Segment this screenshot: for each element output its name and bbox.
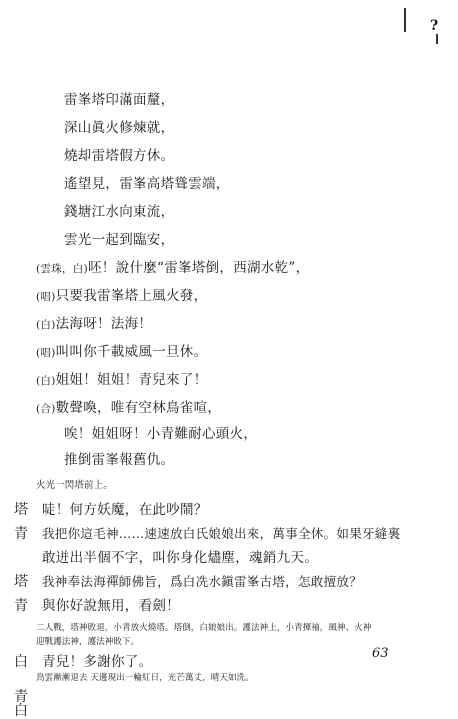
continuation-line: 推倒雷峯報舊仇。 (64, 452, 175, 468)
stage-direction: 迎戰護法神，護法神敗下。 (36, 637, 140, 647)
dialogue-text: 數聲喚，唯有空林鳥雀喧， (55, 400, 222, 416)
dialogue-text: 法海呀！法海！ (55, 316, 153, 332)
corner-mark: ? (430, 18, 439, 34)
speaker-label: 白 (14, 654, 28, 670)
stage-direction: 火光一閃塔前上。 (36, 480, 113, 491)
speaker-label: 青 (14, 526, 28, 542)
speech-line: 我把你這毛神……速速放白氏娘娘出來，萬事全休。如果牙縫裏 (42, 526, 401, 541)
dialogue-line (36, 344, 207, 361)
stage-direction: 二人戰，塔神敗退，小青放火燒塔。塔倒，白娘娘出。護法神上，小青揮袖，風神、火神 (36, 623, 372, 633)
speaker-label: 塔 (14, 502, 28, 518)
cue-label: (合) (36, 403, 56, 415)
dialogue-line (36, 372, 207, 389)
speech-line: 青兒！多謝你了。 (42, 654, 153, 670)
speaker-label: 青 (14, 689, 28, 705)
speech-line: 與你好說無用，看劍！ (42, 598, 180, 614)
verse-line: 雷峯塔印滿面釐， (64, 92, 175, 108)
verse-line: 燒却雷塔假方休。 (64, 148, 175, 164)
dialogue-line (36, 260, 309, 277)
verse-line: 遙望見，雷峯高塔聳雲端， (64, 176, 230, 192)
dialogue-text: 叫叫你千載威風一旦休。 (55, 344, 208, 360)
page-number: 63 (372, 646, 389, 661)
cue-label: (唱) (36, 291, 56, 303)
cue-label: (白) (36, 375, 56, 387)
speaker-label: 白 (14, 703, 28, 719)
dialogue-line (36, 316, 152, 333)
dialogue-text: 只要我雷峯塔上風火發， (55, 288, 208, 304)
speaker-stack (14, 690, 30, 718)
cue-label: (白) (36, 319, 56, 331)
speech-line: 我神奉法海禪師佛旨，爲白冼水鎭雷峯古塔，怎敢擅放？ (42, 574, 363, 589)
continuation-line: 唉！姐姐呀！小青難耐心頭火， (64, 426, 258, 442)
dialogue-line (36, 400, 221, 417)
speech-line: 敢迸出半個不字，叫你身化燼塵，魂銷九天。 (42, 550, 318, 566)
speaker-label: 青 (14, 598, 28, 614)
speech-line: 唗！何方妖魔，在此吵鬧？ (42, 502, 208, 518)
stage-direction: 鳥雲漸漸退去 天邊現出一輪紅日，光芒萬丈，晴天如洗。 (36, 673, 254, 683)
speaker-label: 塔 (14, 574, 28, 590)
verse-line: 雲光一起到臨安， (64, 232, 175, 248)
verse-line: 錢塘江水向東流， (64, 204, 175, 220)
ink-mark (404, 8, 406, 32)
cue-label: (唱) (36, 347, 56, 359)
verse-line: 深山眞火修煉就， (64, 120, 175, 136)
ink-mark (436, 34, 438, 44)
dialogue-line (36, 288, 207, 305)
dialogue-text: 姐姐！姐姐！青兒來了！ (55, 372, 208, 388)
cue-label: (雲珠，白) (36, 263, 88, 275)
dialogue-text: 呸！說什麼“雷峯塔倒，西湖水乾”， (88, 260, 310, 276)
